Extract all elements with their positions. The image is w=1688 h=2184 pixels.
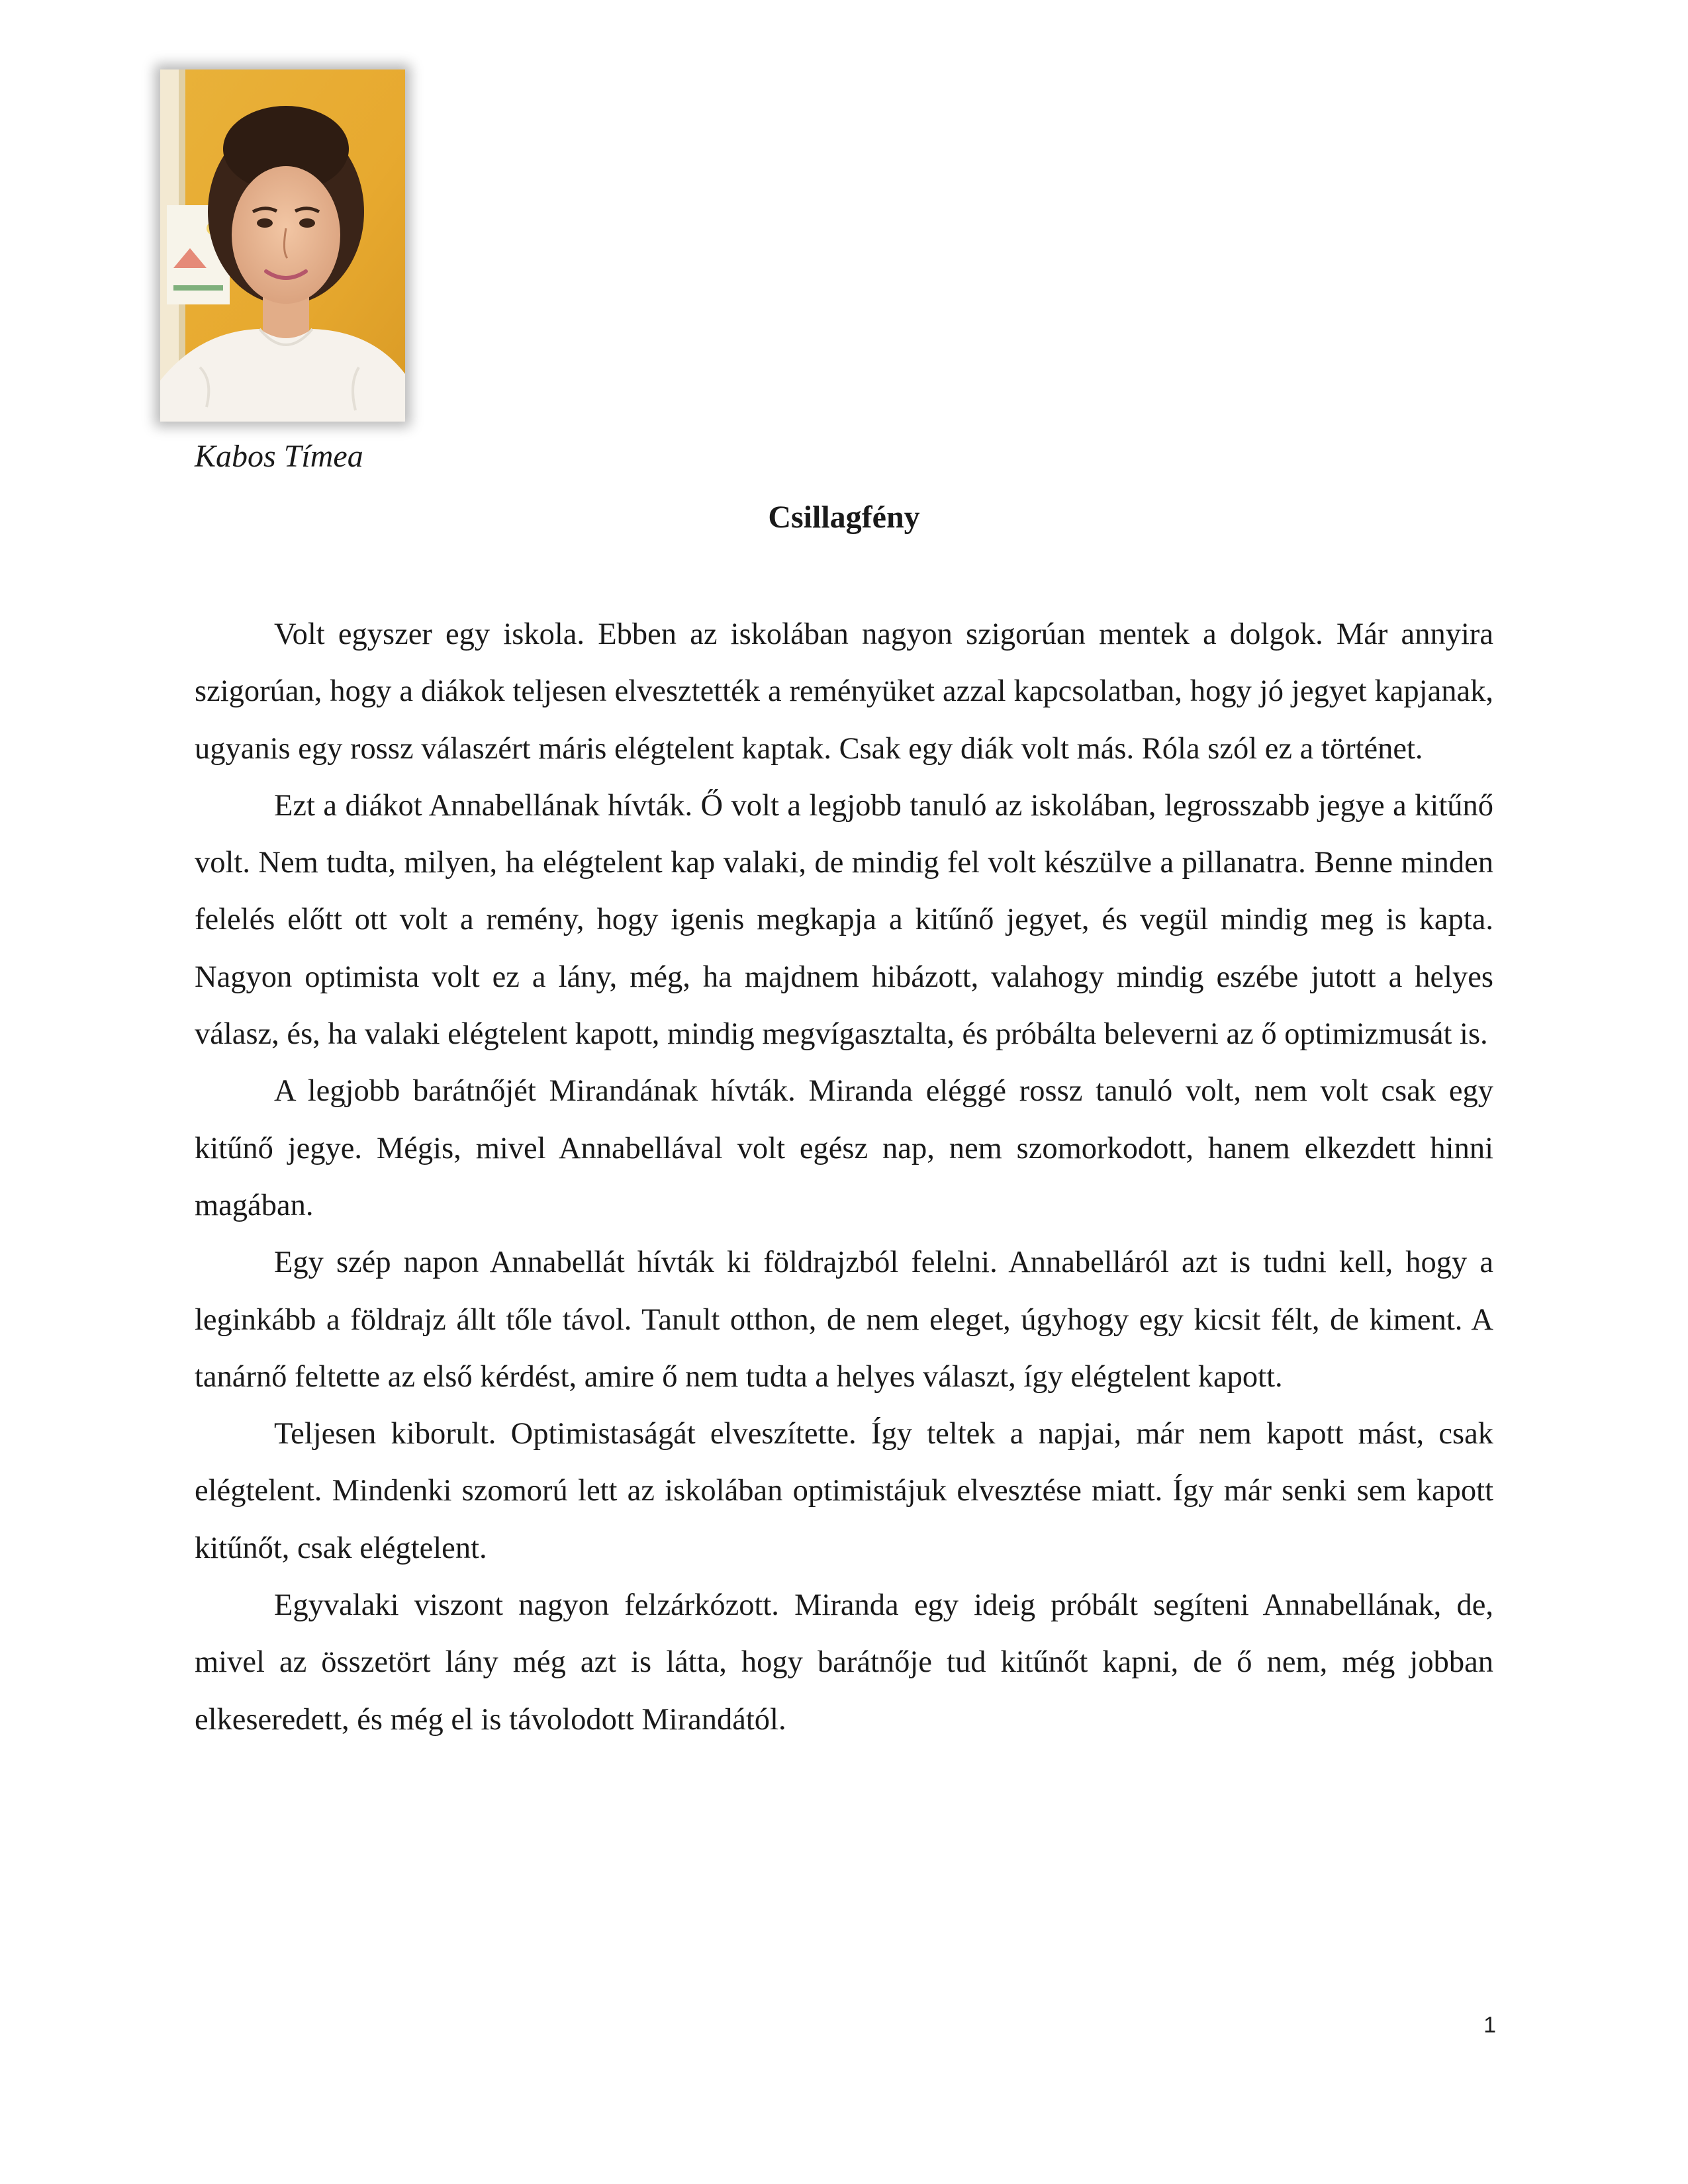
paragraph: A legjobb barátnőjét Mirandának hívták. Miranda eléggé rossz tanuló volt, nem volt csak egy kitűnő jegye. Mégis, mivel Annabellával volt egész nap, nem szomorkodott, hanem elkezdett hinni magában. [195, 1074, 1493, 1222]
paragraph: Egy szép napon Annabellát hívták ki földrajzból felelni. Annabelláról azt is tudni kell, hogy a leginkább a földrajz állt tőle távol. Tanult otthon, de nem eleget, úgyhogy egy kicsit félt, de kiment. A tanárnő feltette az első kérdést, amire ő nem tudta a helyes választ, így elégtelent kapott. [195, 1246, 1493, 1394]
paragraph: Volt egyszer egy iskola. Ebben az iskolában nagyon szigorúan mentek a dolgok. Már annyira szigorúan, hogy a diákok teljesen elvesztették a reményüket azzal kapcsolatban, hogy jó jegyet kapjanak, ugyanis egy rossz válaszért máris elégtelent kaptak. Csak egy diák volt más. Róla szól ez a történet. [195, 617, 1493, 766]
paragraph: Egyvalaki viszont nagyon felzárkózott. Miranda egy ideig próbált segíteni Annabellának, de, mivel az összetört lány még azt is látta, hogy barátnője tud kitűnőt kapni, de ő nem, még jobban elkeseredett, és még el is távolodott Mirandától. [195, 1588, 1493, 1737]
page-number: 1 [1483, 2013, 1496, 2038]
story-body [195, 606, 1493, 1749]
paragraph: Ezt a diákot Annabellának hívták. Ő volt a legjobb tanuló az iskolában, legrosszabb jegye a kitűnő volt. Nem tudta, milyen, ha elégtelent kap valaki, de mindig fel volt készülve a pillanatra. Benne minden felelés előtt ott volt a remény, hogy igenis megkapja a kitűnő jegyet, és vegül mindig meg is kapta. Nagyon optimista volt ez a lány, még, ha majdnem hibázott, valahogy mindig eszébe jutott a helyes válasz, és, ha valaki elégtelent kapott, mindig megvígasztalta, és próbálta beleverni az ő optimizmusát is. [195, 788, 1493, 1052]
author-name: Kabos Tímea [195, 439, 363, 474]
story-title: Csillagfény [768, 500, 920, 535]
paragraph: Teljesen kiborult. Optimistaságát elveszítette. Így teltek a napjai, már nem kapott mást, csak elégtelent. Mindenki szomorú lett az iskolában optimistájuk elvesztése miatt. Így már senki sem kapott kitűnőt, csak elégtelent. [195, 1417, 1493, 1565]
author-photo [160, 69, 405, 422]
